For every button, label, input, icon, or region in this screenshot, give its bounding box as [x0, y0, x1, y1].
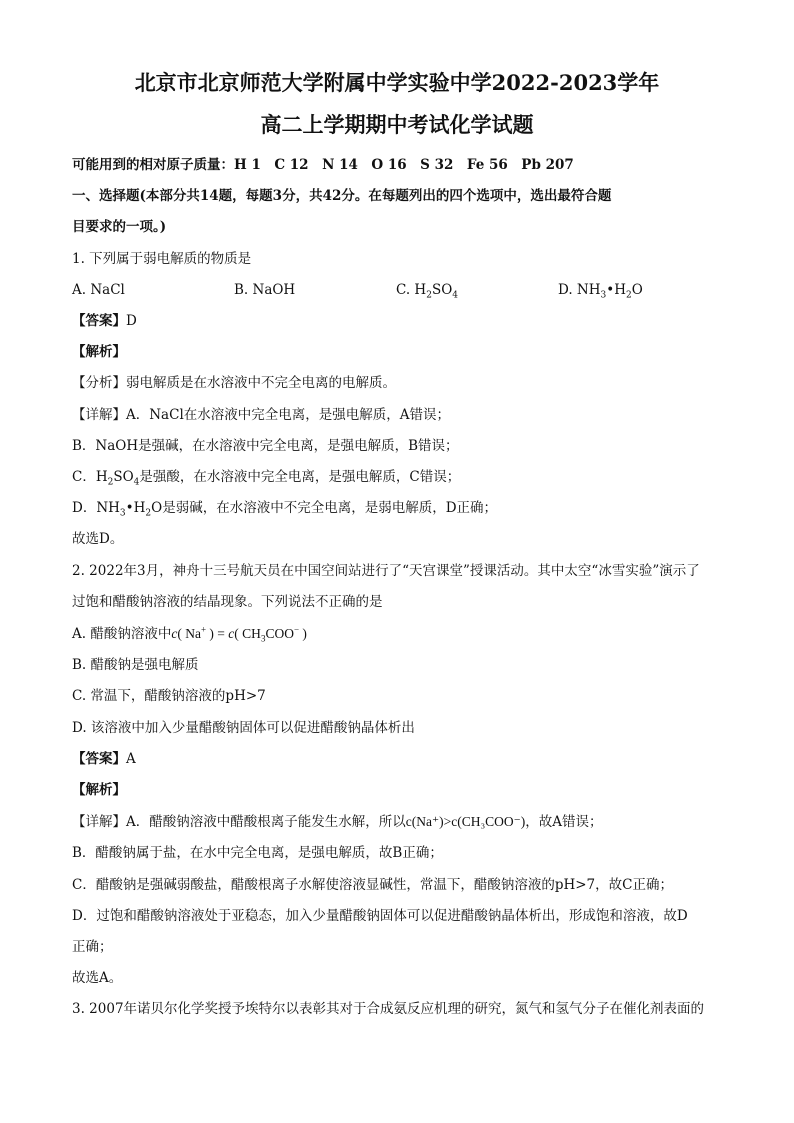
section-heading-line2: 目要求的一项。) — [72, 219, 167, 236]
q2-stem-line2: 过饱和醋酸钠溶液的结晶现象。下列说法不正确的是 — [72, 593, 383, 610]
q2-conclusion: 故选A。 — [72, 970, 123, 987]
q2-option-d: D. 该溶液中加入少量醋酸钠固体可以促进醋酸钠晶体析出 — [72, 719, 415, 736]
q1-options — [72, 275, 722, 306]
q1-conclusion: 故选D。 — [72, 531, 124, 548]
page-title-line2: 高二上学期期中考试化学试题 — [260, 112, 534, 137]
q2-option-a-formula: c( Na+ ) = c( $CH_3COO^-$ ) — [171, 624, 307, 644]
q1-option-a: A. NaCl — [72, 281, 125, 298]
q3-stem-line1: 3. 2007年诺贝尔化学奖授予埃特尔以表彰其对于合成氨反应机理的研究，氮气和氢气分子在催化剂表面的 — [72, 1001, 705, 1018]
q2-detail-c: C．醋酸钠是强碱弱酸盐，醋酸根离子水解使溶液显碱性，常温下，醋酸钠溶液的pH>7，故C正确； — [72, 876, 673, 893]
q1-fenxi: 【分析】弱电解质是在水溶液中不完全电离的电解质。 — [72, 375, 396, 392]
q2-option-b: B. 醋酸钠是强电解质 — [72, 657, 199, 674]
q2-detail-a: 【详解】A．醋酸钠溶液中醋酸根离子能发生水解，所以c(Na⁺)>c(CH₃COO⁻)，故A错误； — [72, 814, 603, 831]
q1-analysis-label: 【解析】 — [72, 344, 126, 361]
q2-detail-d-line2: 正确； — [72, 939, 113, 956]
section-heading-line1: 一、选择题(本部分共14题，每题3分，共42分。在每题列出的四个选项中，选出最符合题 — [72, 188, 612, 205]
page-title-line1: 北京市北京师范大学附属中学实验中学2022-2023学年 — [134, 70, 660, 95]
q1-option-c: C. $H_2SO_4$ — [396, 281, 459, 301]
q1-stem: 1. 下列属于弱电解质的物质是 — [72, 250, 252, 267]
q1-answer: 【答案】D — [72, 313, 137, 330]
q2-analysis-label: 【解析】 — [72, 782, 126, 799]
q1-detail-c: C．$H_2SO_4$是强酸，在水溶液中完全电离，是强电解质，C错误； — [72, 469, 461, 488]
q1-detail-d: D．$NH_3•H_2O$是弱碱，在水溶液中不完全电离，是弱电解质，D正确； — [72, 500, 498, 519]
q2-detail-b: B．醋酸钠属于盐，在水中完全电离，是强电解质，故B正确； — [72, 845, 443, 862]
q1-detail-b: B．NaOH是强碱，在水溶液中完全电离，是强电解质，B错误； — [72, 437, 459, 454]
q1-detail-a: 【详解】A．NaCl在水溶液中完全电离，是强电解质，A错误； — [72, 406, 451, 423]
atomic-mass-line: 可能用到的相对原子质量：H 1 C 12 N 14 O 16 S 32 Fe 56 Pb 207 — [72, 157, 574, 173]
q2-option-a: A. 醋酸钠溶液中c( Na+ ) = c( $CH_3COO^-$ ) — [72, 624, 307, 644]
q2-answer: 【答案】A — [72, 750, 136, 767]
q2-option-c: C. 常温下，醋酸钠溶液的pH>7 — [72, 688, 266, 705]
q2-stem-line1: 2. 2022年3月，神舟十三号航天员在中国空间站进行了“天宫课堂”授课活动。其中太空“冰雪实验”演示了 — [72, 562, 700, 579]
q1-option-d: D. $NH_3•H_2O$ — [558, 281, 643, 301]
q1-option-b: B. NaOH — [234, 281, 296, 298]
q2-detail-d-line1: D．过饱和醋酸钠溶液处于亚稳态，加入少量醋酸钠固体可以促进醋酸钠晶体析出，形成饱和溶液，故D — [72, 907, 688, 924]
